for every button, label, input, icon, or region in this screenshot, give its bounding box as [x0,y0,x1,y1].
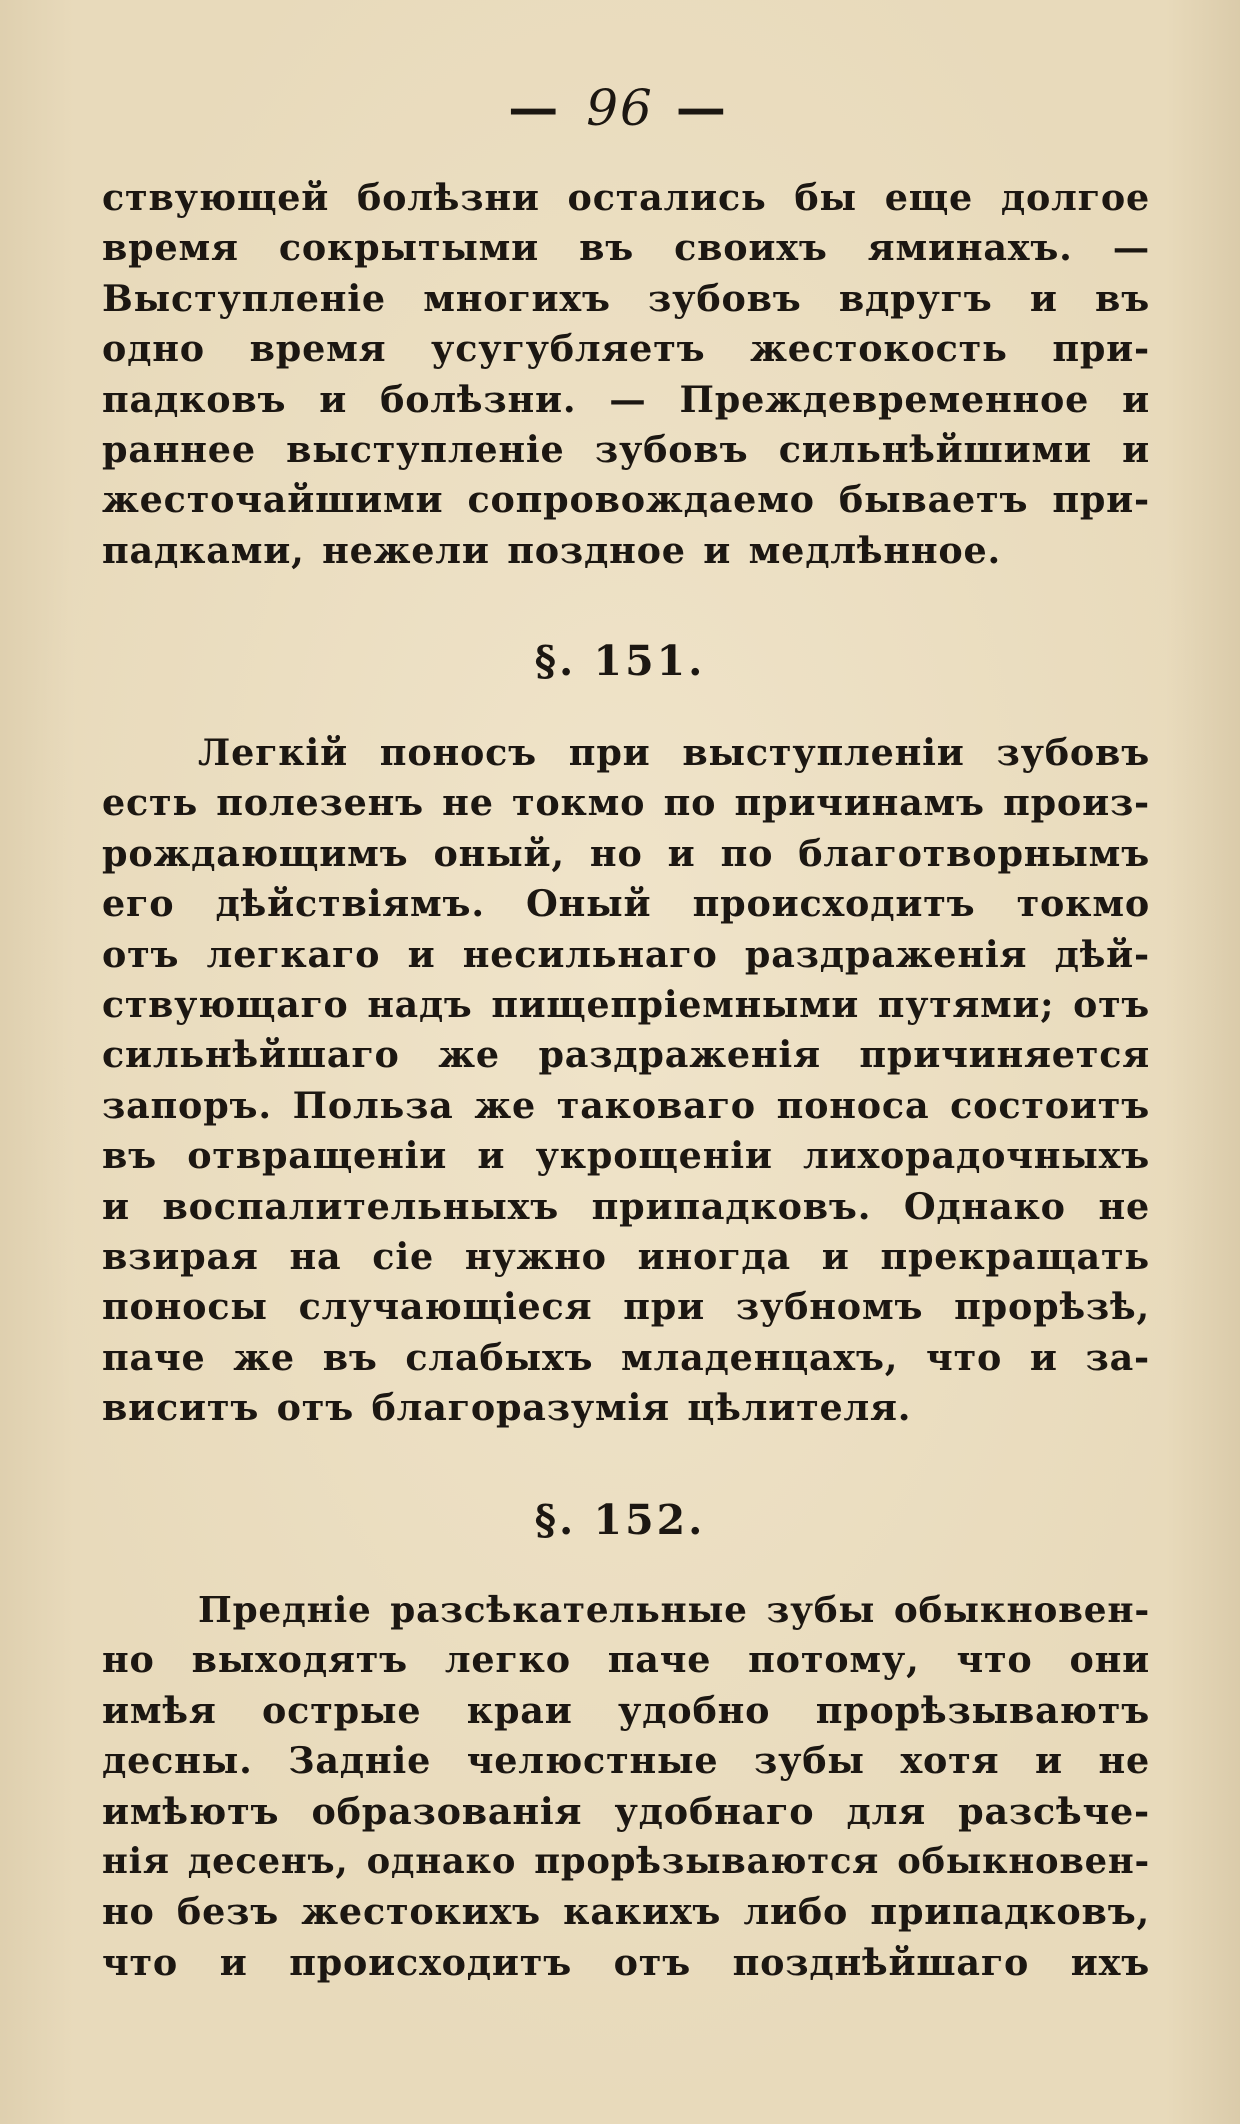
paragraph-continued [102,173,1150,576]
section-heading-151: §. 151. [534,637,706,685]
text-line: десны. Задніе челюстные зубы хотя и не [102,1739,1150,1783]
paragraph-152 [102,1585,1150,1988]
text-line: есть полезенъ не токмо по причинамъ произ- [102,781,1150,825]
text-line: паче же въ слабыхъ младенцахъ, что и за- [102,1335,1150,1379]
text-line: отъ легкаго и несильнаго раздраженія дѣй- [102,932,1150,976]
page-header [0,78,1240,137]
header-dash-right: — [675,78,732,137]
text-line: запоръ. Польза же таковаго поноса состоитъ [102,1083,1150,1127]
text-line: виситъ отъ благоразумія цѣлителя. [102,1386,912,1430]
text-line: его дѣйствіямъ. Оный происходитъ токмо [102,882,1150,926]
text-line: въ отвращеніи и укрощеніи лихорадочныхъ [102,1134,1150,1178]
text-line: жесточайшими сопровождаемо бываетъ при- [102,478,1150,522]
text-line: взирая на сіе нужно иногда и прекращать [102,1234,1150,1278]
text-line: падковъ и болѣзни. — Преждевременное и [102,377,1150,421]
text-line: имѣютъ образованія удобнаго для разсѣче- [102,1789,1150,1833]
text-line: сильнѣйшаго же раздраженія причиняется [102,1033,1150,1077]
text-line: что и происходитъ отъ позднѣйшаго ихъ [102,1940,1150,1984]
text-line: одно время усугубляетъ жестокость при- [102,327,1150,371]
text-line: нія десенъ, однако прорѣзываются обыкновен- [102,1840,1150,1882]
text-line: и воспалительныхъ припадковъ. Однако не [102,1184,1150,1228]
text-line: Предніе разсѣкательные зубы обыкновен- [198,1589,1150,1631]
text-line: Выступленіе многихъ зубовъ вдругъ и въ [102,276,1150,320]
text-line: падками, нежели поздное и медлѣнное. [102,528,1002,572]
text-line: имѣя острые краи удобно прорѣзываютъ [102,1688,1150,1732]
page-number: 96 [586,79,654,137]
text-line: ствующаго надъ пищепріемными путями; отъ [102,982,1150,1026]
text-line: но выходятъ легко паче потому, что они [102,1638,1150,1682]
text-line: но безъ жестокихъ какихъ либо припадковъ, [102,1890,1150,1934]
section-heading-152: §. 152. [534,1496,706,1544]
text-line: поносы случающіеся при зубномъ прорѣзѣ, [102,1285,1150,1329]
text-line: раннее выступленіе зубовъ сильнѣйшими и [102,427,1150,471]
text-line: ствующей болѣзни остались бы еще долгое [102,176,1150,219]
header-dash-left: — [508,78,565,137]
text-line: время сокрытыми въ своихъ яминахъ. — [102,226,1150,270]
paragraph-151 [102,728,1150,1433]
text-line: рождающимъ оный, но и по благотворнымъ [102,831,1150,875]
text-line: Легкій поносъ при выступленіи зубовъ [198,731,1150,774]
